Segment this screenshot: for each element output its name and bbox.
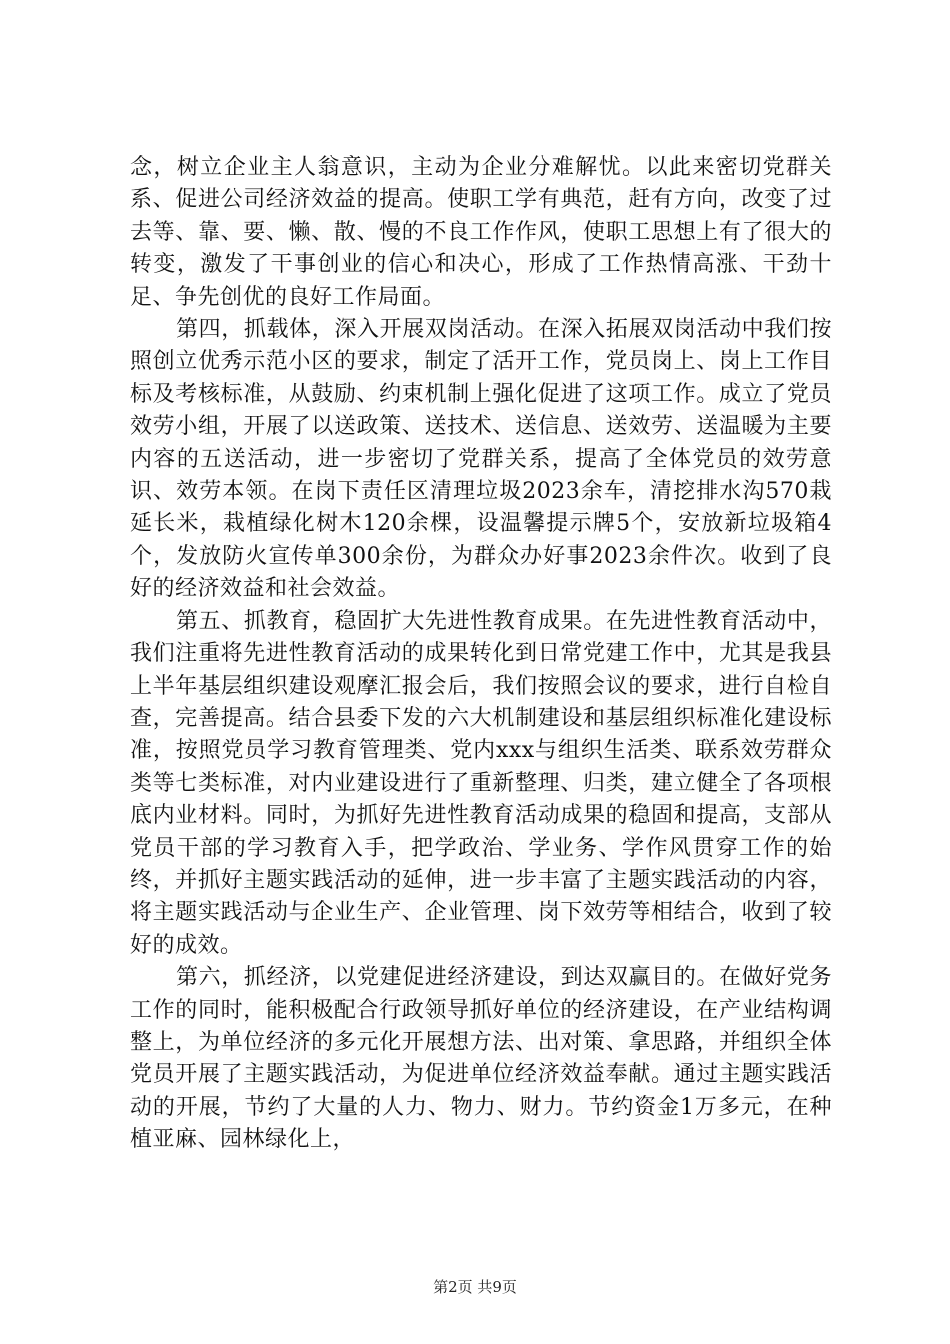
paragraph-fifth: 第五、抓教育，稳固扩大先进性教育成果。在先进性教育活动中，我们注重将先进性教育活动的成果转化到日常党建工作中，尤其是我县上半年基层组织建设观摩汇报会后，我们按照会议的要求，进行自检自查，完善提高。结合县委下发的六大机制建设和基层组织标准化建设标准，按照党员学习教育管理类、党内xxx与组织生活类、联系效劳群众类等七类标准，对内业建设进行了重新整理、归类，建立健全了各项根底内业材料。同时，为抓好先进性教育活动成果的稳固和提高，支部从党员干部的学习教育入手，把学政治、学业务、学作风贯穿工作的始终，并抓好主题实践活动的延伸，进一步丰富了主题实践活动的内容，将主题实践活动与企业生产、企业管理、岗下效劳等相结合，收到了较好的成效。 — [130, 608, 832, 958]
paragraph-fourth: 第四，抓载体，深入开展双岗活动。在深入拓展双岗活动中我们按照创立优秀示范小区的要求，制定了活开工作，党员岗上、岗上工作目标及考核标准，从鼓励、约束机制上强化促进了这项工作。成立了党员效劳小组，开展了以送政策、送技术、送信息、送效劳、送温暖为主要内容的五送活动，进一步密切了党群关系，提高了全体党员的效劳意识、效劳本领。在岗下责任区清理垃圾2023余车，清挖排水沟570栽延长米，栽植绿化树木120余棵，设温馨提示牌5个，安放新垃圾箱4个，发放防火宣传单300余份，为群众办好事2023余件次。收到了良好的经济效益和社会效益。 — [130, 317, 832, 602]
page-number-footer: 第2页 共9页 — [433, 1278, 517, 1296]
paragraph-continuation: 念，树立企业主人翁意识，主动为企业分难解忧。以此来密切党群关系、促进公司经济效益的提高。使职工学有典范，赶有方向，改变了过去等、靠、要、懒、散、慢的不良工作作风，使职工思想上有了很大的转变，激发了干事创业的信心和决心，形成了工作热情高涨、干劲十足、争先创优的良好工作局面。 — [130, 155, 832, 310]
paragraph-sixth: 第六，抓经济，以党建促进经济建设，到达双赢目的。在做好党务工作的同时，能积极配合行政领导抓好单位的经济建设，在产业结构调整上，为单位经济的多元化开展想方法、出对策、拿思路，并组织全体党员开展了主题实践活动，为促进单位经济效益奉献。通过主题实践活动的开展，节约了大量的人力、物力、财力。节约资金1万多元，在种植亚麻、园林绿化上， — [130, 965, 832, 1153]
document-body — [130, 152, 832, 1157]
